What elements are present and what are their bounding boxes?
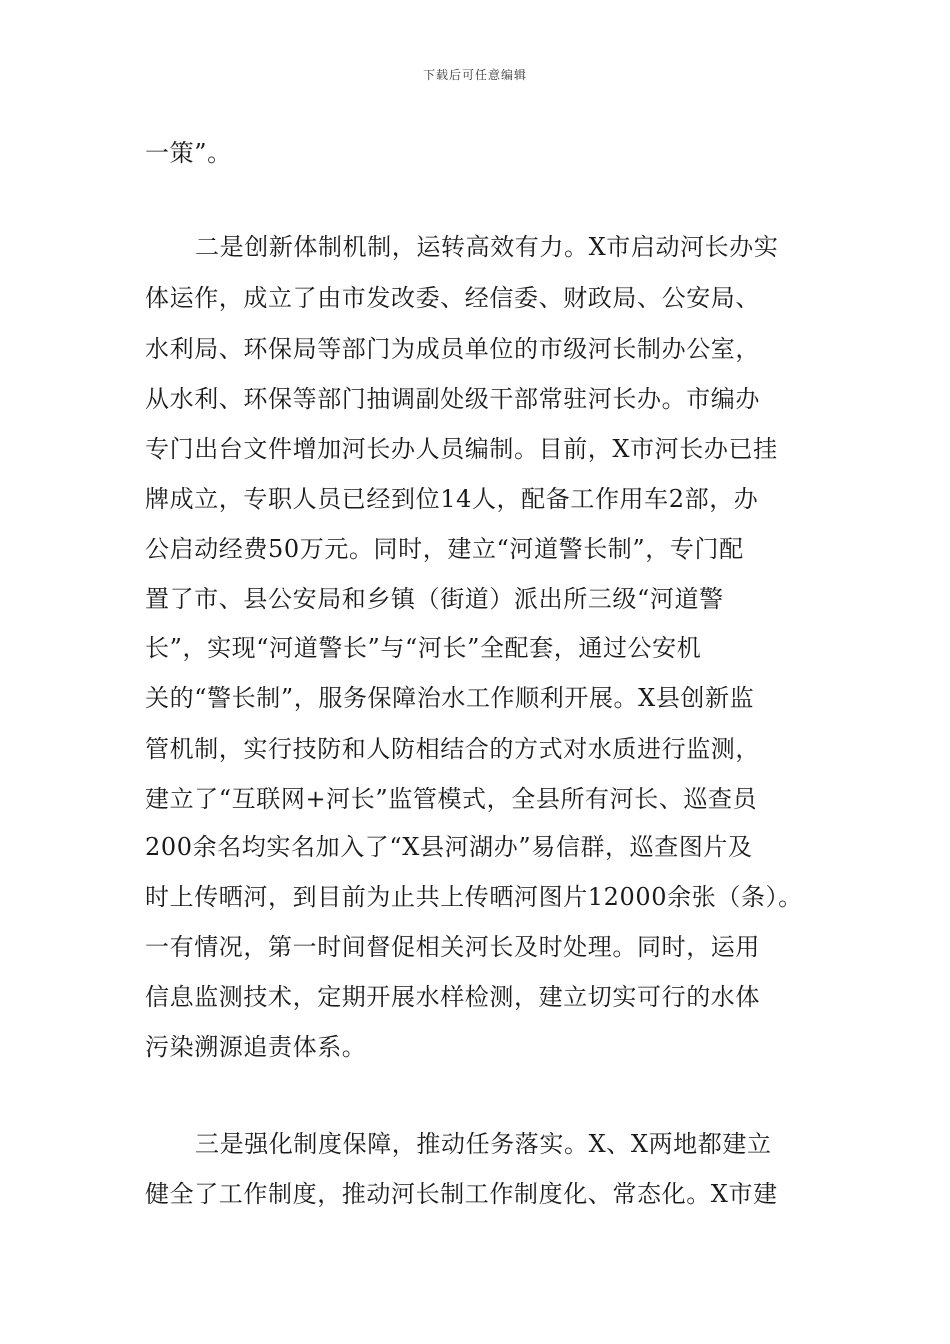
paragraph-line: 一有情况，第一时间督促相关河长及时处理。同时，运用 bbox=[145, 933, 760, 961]
paragraph-line: 一策”。 bbox=[145, 139, 232, 167]
page-header-note: 下载后可任意编辑 bbox=[422, 68, 527, 82]
paragraph-line: 管机制，实行技防和人防相结合的方式对水质进行监测， bbox=[145, 735, 760, 763]
paragraph-line: 长”，实现“河道警长”与“河长”全配套，通过公安机 bbox=[145, 634, 702, 662]
paragraph-line: 体运作，成立了由市发改委、经信委、财政局、公安局、 bbox=[145, 284, 760, 312]
paragraph-line: 置了市、县公安局和乡镇（街道）派出所三级“河道警 bbox=[145, 585, 724, 613]
paragraph-line: 专门出台文件增加河长办人员编制。目前，X市河长办已挂 bbox=[145, 435, 778, 463]
paragraph-line: 200余名均实名加入了“X县河湖办”易信群，巡查图片及 bbox=[145, 833, 753, 861]
paragraph-line: 三是强化制度保障，推动任务落实。X、X两地都建立 bbox=[195, 1130, 772, 1158]
paragraph-line: 时上传晒河，到目前为止共上传晒河图片12000余张（条）。 bbox=[145, 883, 803, 911]
paragraph-line: 公启动经费50万元。同时，建立“河道警长制”，专门配 bbox=[145, 535, 744, 563]
paragraph-line: 关的“警长制”，服务保障治水工作顺利开展。X县创新监 bbox=[145, 684, 755, 712]
paragraph-line: 建立了“互联网+河长”监管模式，全县所有河长、巡查员 bbox=[145, 785, 758, 813]
paragraph-line: 水利局、环保局等部门为成员单位的市级河长制办公室， bbox=[145, 335, 760, 363]
paragraph-line: 牌成立，专职人员已经到位14人，配备工作用车2部，办 bbox=[145, 485, 759, 513]
paragraph-line: 二是创新体制机制，运转高效有力。X市启动河长办实 bbox=[195, 233, 779, 261]
paragraph-line: 信息监测技术，定期开展水样检测，建立切实可行的水体 bbox=[145, 983, 760, 1011]
paragraph-line: 健全了工作制度，推动河长制工作制度化、常态化。X市建 bbox=[145, 1180, 778, 1208]
paragraph-line: 污染溯源追责体系。 bbox=[145, 1033, 367, 1061]
paragraph-line: 从水利、环保等部门抽调副处级干部常驻河长办。市编办 bbox=[145, 385, 760, 413]
